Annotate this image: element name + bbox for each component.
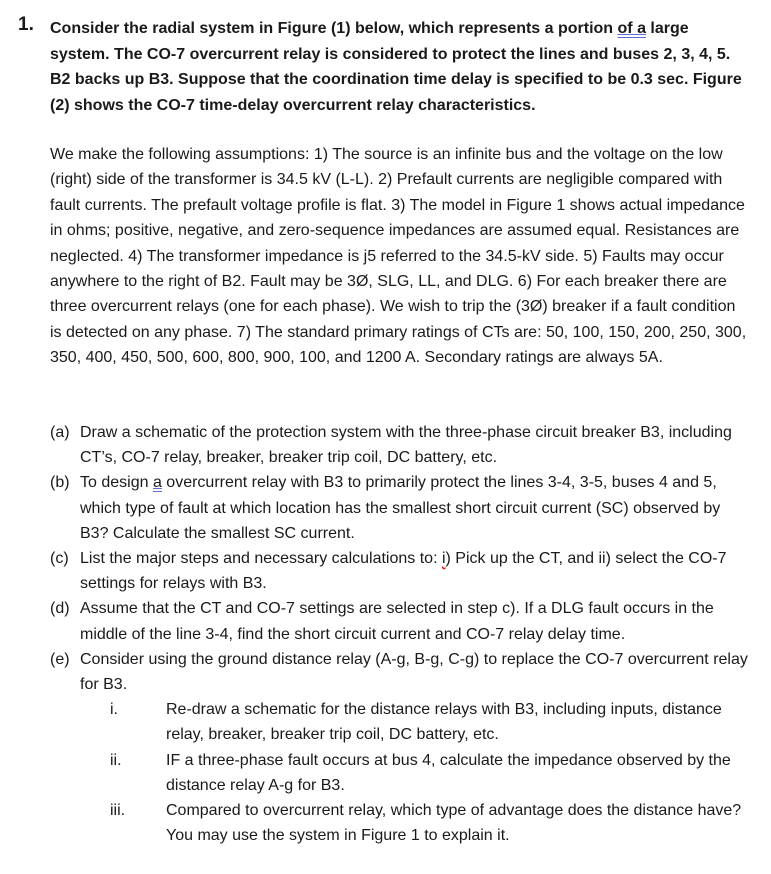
part-e-subpart — [80, 748, 750, 798]
part-e-subpart-text: Re-draw a schematic for the distance relays with B3, including inputs, distance relay, breaker, breaker trip coil, DC battery, etc. — [166, 701, 722, 744]
part-e-subpart-label: i. — [110, 701, 118, 719]
part-c-text-2: ) Pick up the CT, and ii) select the CO-7 settings for relays with B3. — [80, 550, 727, 593]
question-statement-underlined: of a — [617, 20, 646, 37]
part-e — [50, 647, 750, 849]
part-a-text: Draw a schematic of the protection system with the three-phase circuit breaker B3, including CT’s, CO-7 relay, breaker, breaker trip coil, DC battery, etc. — [80, 424, 732, 467]
part-a-label: (a) — [50, 424, 70, 441]
part-e-label: (e) — [50, 650, 70, 668]
part-e-subparts-list — [80, 697, 750, 848]
part-b-label: (b) — [50, 474, 70, 492]
question-statement-part-2: large system. The CO-7 overcurrent relay is considered to protect the lines and buses 2, 3, 4, 5. B2 backs up B3. Suppose that the coordination time delay is specified to be 0.3 sec. Figure (2) shows the CO-7 time-delay overcurrent relay characteristics. — [50, 20, 742, 114]
question-statement-part-1: Consider the radial system in Figure (1) below, which represents a portion — [50, 20, 618, 37]
part-c — [50, 546, 750, 596]
part-b-text-2: overcurrent relay with B3 to primarily protect the lines 3-4, 3-5, buses 4 and 5, which type of fault at which location has the smallest short circuit current (SC) observed by B3? Calculate the smallest SC current. — [80, 474, 721, 542]
part-e-subpart — [80, 798, 750, 848]
part-e-subpart-text: IF a three-phase fault occurs at bus 4, calculate the impedance observed by the distance relay A-g for B3. — [166, 751, 731, 794]
part-e-subpart-text: Compared to overcurrent relay, which type of advantage does the distance have? You may use the system in Figure 1 to explain it. — [166, 802, 742, 845]
part-e-subpart-label: iii. — [110, 802, 126, 820]
part-e-text: Consider using the ground distance relay (A-g, B-g, C-g) to replace the CO-7 overcurrent relay for B3. — [80, 650, 748, 694]
part-d-label: (d) — [50, 600, 70, 618]
part-e-subpart — [80, 697, 750, 747]
assumptions-paragraph: We make the following assumptions: 1) The source is an infinite bus and the voltage on the low (right) side of the transformer is 34.5 kV (L-L). 2) Prefault currents are negligible compared with fault currents. The prefault voltage profile is flat. 3) The model in Figure 1 shows actual impedance in ohms; positive, negative, and zero-sequence impedances are assumed equal. Resistances are neglected. 4) The transformer impedance is j5 referred to the 34.5-kV side. 5) Faults may occur anywhere to the right of B2. Fault may be 3Ø, SLG, LL, and DLG. 6) For each breaker there are three overcurrent relays (one for each phase). We wish to trip the (3Ø) breaker if a fault condition is detected on any phase. 7) The standard primary ratings of CTs are: 50, 100, 150, 200, 250, 300, 350, 400, 450, 500, 600, 800, 900, 100, and 1200 A. Secondary ratings are always 5A. — [50, 146, 747, 367]
part-b — [50, 470, 750, 546]
question-statement — [50, 16, 750, 118]
part-d — [50, 596, 750, 646]
question-number: 1. — [18, 14, 34, 35]
question-parts-list — [50, 420, 750, 848]
part-d-text: Assume that the CT and CO-7 settings are selected in step c). If a DLG fault occurs in the middle of the line 3-4, find the short circuit current and CO-7 relay delay time. — [80, 600, 714, 643]
part-e-subpart-label: ii. — [110, 751, 122, 769]
part-c-label: (c) — [50, 550, 69, 568]
part-b-text-1: To design — [80, 474, 153, 492]
part-a — [50, 420, 750, 470]
part-b-text-underlined: a — [152, 474, 162, 492]
part-c-text-1: List the major steps and necessary calculations to: — [80, 550, 442, 568]
part-c-text-marked: i — [441, 550, 446, 568]
